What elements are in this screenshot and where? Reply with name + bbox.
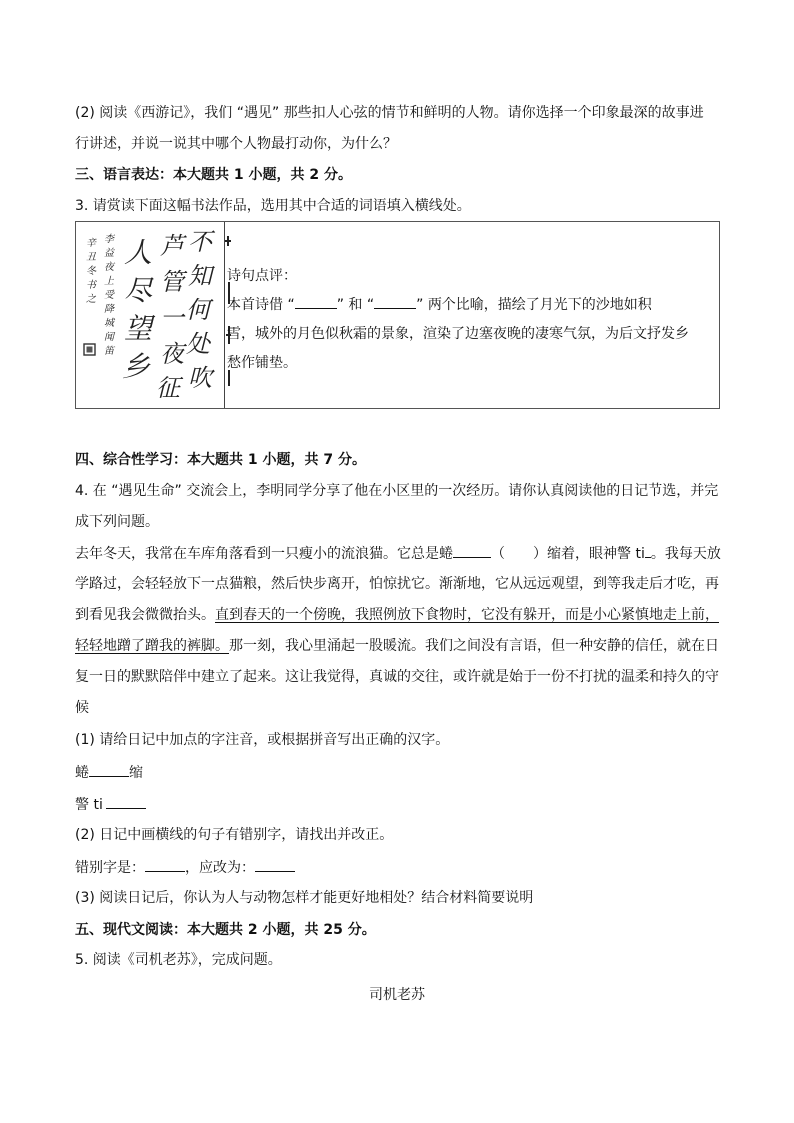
svg-text:夜: 夜 bbox=[160, 340, 184, 368]
diary-line-6: 候 bbox=[75, 700, 89, 716]
commentary-line-3: 愁作铺垫。 bbox=[227, 355, 297, 371]
svg-text:益: 益 bbox=[104, 248, 114, 259]
calligraphy-box bbox=[75, 221, 720, 409]
calligraphy-artwork bbox=[76, 222, 224, 408]
section-4-heading-text: 四、综合性学习：本大题共 1 小题，共 7 分。 bbox=[75, 452, 366, 468]
svg-text:知: 知 bbox=[188, 262, 212, 290]
svg-text:尽: 尽 bbox=[124, 274, 153, 307]
diary-line-2: 学路过，会轻轻放下一点猫粮，然后快步离开，怕惊扰它。渐渐地，它从远远观望，到等我走后才吃，再 bbox=[75, 576, 719, 592]
sub-question-1: (1) 请给日记中加点的字注音，或根据拼音写出正确的汉字。 bbox=[75, 732, 450, 748]
answer-blank-correct-char[interactable] bbox=[255, 857, 295, 872]
svg-text:李: 李 bbox=[104, 234, 114, 245]
diary-line-1 bbox=[75, 543, 725, 564]
commentary-line-1 bbox=[227, 291, 707, 320]
svg-text:征: 征 bbox=[156, 374, 180, 402]
commentary-line-1-part-c: ” 两个比喻，描绘了月光下的沙地如积 bbox=[416, 297, 652, 313]
q2-line-1: (2) 阅读《西游记》，我们 “遇见” 那些扣人心弦的情节和鲜明的人物。请你选择一个印象最深的故事进 bbox=[75, 105, 704, 121]
sub-2-label-correct: ，应改为： bbox=[185, 860, 255, 876]
underlined-sentence-part-2: 轻轻地蹭了蹭我的裤脚。 bbox=[75, 638, 229, 654]
svg-text:笛: 笛 bbox=[104, 346, 114, 357]
blank-pinyin-in-text[interactable] bbox=[453, 543, 491, 558]
svg-text:望: 望 bbox=[124, 312, 153, 345]
svg-text:一: 一 bbox=[160, 304, 184, 332]
section-3-heading-text: 三、语言表达：本大题共 1 小题，共 2 分。 bbox=[75, 167, 352, 183]
sub-1-answer-a bbox=[75, 762, 725, 783]
diary-line-5: 复一日的默默陪伴中建立了起来。这让我觉得，真诚的交往，或许就是始于一份不打扰的温柔和持久的守 bbox=[75, 669, 719, 685]
article-title: 司机老苏 bbox=[369, 987, 425, 1003]
svg-text:闻: 闻 bbox=[104, 332, 114, 343]
svg-text:冬: 冬 bbox=[86, 266, 96, 277]
svg-text:吹: 吹 bbox=[188, 364, 212, 392]
sub-2-answer bbox=[75, 857, 725, 878]
svg-text:受: 受 bbox=[104, 290, 114, 301]
poem-commentary bbox=[227, 262, 707, 378]
svg-text:管: 管 bbox=[160, 268, 184, 296]
sub-1-b-prefix: 警 ti bbox=[75, 797, 103, 813]
q4-line-2: 成下列问题。 bbox=[75, 514, 159, 530]
blank-metaphor-1[interactable] bbox=[295, 294, 337, 309]
blank-metaphor-2[interactable] bbox=[374, 294, 416, 309]
section-3-heading bbox=[75, 165, 725, 185]
commentary-label: 诗句点评： bbox=[227, 268, 297, 284]
diary-line-4 bbox=[75, 636, 725, 656]
svg-text:上: 上 bbox=[104, 276, 114, 287]
svg-text:丑: 丑 bbox=[86, 252, 96, 263]
svg-text:何: 何 bbox=[186, 296, 210, 324]
svg-text:降: 降 bbox=[104, 304, 114, 315]
diary-line-3-part-a: 到看见我会微微抬头。 bbox=[75, 607, 215, 623]
svg-text:芦: 芦 bbox=[160, 232, 184, 260]
sub-2-label-wrong: 错别字是： bbox=[75, 860, 145, 876]
commentary-line-2: 雪，城外的月色似秋霜的景象，渲染了边塞夜晚的凄寒气氛，为后文抒发乡 bbox=[227, 326, 689, 342]
svg-text:之: 之 bbox=[86, 294, 96, 305]
svg-text:人: 人 bbox=[124, 236, 153, 269]
sub-question-3: (3) 阅读日记后，你认为人与动物怎样才能更好地相处？结合材料简要说明 bbox=[75, 890, 534, 906]
sub-1-a-prefix: 蜷 bbox=[75, 765, 89, 781]
svg-text:城: 城 bbox=[104, 318, 114, 329]
sub-1-a-suffix: 缩 bbox=[129, 765, 143, 781]
sub-1-answer-b bbox=[75, 794, 725, 815]
svg-text:夜: 夜 bbox=[104, 262, 114, 273]
svg-text:辛: 辛 bbox=[86, 238, 96, 249]
answer-blank-pinyin[interactable] bbox=[89, 762, 129, 777]
section-5-heading bbox=[75, 920, 725, 940]
underlined-sentence-part-1: 直到春天的一个傍晚，我照例放下食物时，它没有躲开，而是小心紧慎地走上前， bbox=[215, 607, 719, 623]
diary-line-3 bbox=[75, 605, 725, 625]
svg-text:乡: 乡 bbox=[122, 350, 151, 383]
svg-text:不: 不 bbox=[188, 228, 212, 256]
answer-blank-wrong-char[interactable] bbox=[145, 857, 185, 872]
diary-line-1-part-c: 。我每天放 bbox=[650, 546, 721, 562]
section-4-heading bbox=[75, 450, 725, 470]
q3-prompt: 3. 请赏读下面这幅书法作品，选用其中合适的词语填入横线处。 bbox=[75, 198, 471, 214]
diary-line-4-part-b: 那一刻，我心里涌起一股暖流。我们之间没有言语，但一种安静的信任，就在日 bbox=[229, 638, 719, 654]
sub-question-2: (2) 日记中画横线的句子有错别字，请找出并改正。 bbox=[75, 827, 394, 843]
section-5-heading-text: 五、现代文阅读：本大题共 2 小题，共 25 分。 bbox=[75, 922, 376, 938]
calligraphy-image bbox=[76, 222, 225, 408]
q4-line-1: 4. 在 “遇见生命” 交流会上，李明同学分享了他在小区里的一次经历。请你认真阅读他的日记节选，并完 bbox=[75, 483, 719, 499]
svg-text:书: 书 bbox=[86, 280, 96, 291]
commentary-line-1-part-b: ” 和 “ bbox=[336, 297, 375, 313]
answer-blank-hanzi[interactable] bbox=[106, 794, 146, 809]
q5-prompt: 5. 阅读《司机老苏》，完成问题。 bbox=[75, 952, 282, 968]
diary-line-1-part-a: 去年冬天，我常在车库角落看到一只瘦小的流浪猫。它总是蜷 bbox=[75, 546, 453, 562]
commentary-line-1-part-a: 本首诗借 “ bbox=[227, 297, 295, 313]
diary-line-1-part-b: （ ）缩着，眼神警 ti bbox=[491, 546, 645, 562]
svg-text:处: 处 bbox=[186, 330, 210, 358]
q2-line-2: 行讲述，并说一说其中哪个人物最打动你，为什么？ bbox=[75, 136, 397, 152]
